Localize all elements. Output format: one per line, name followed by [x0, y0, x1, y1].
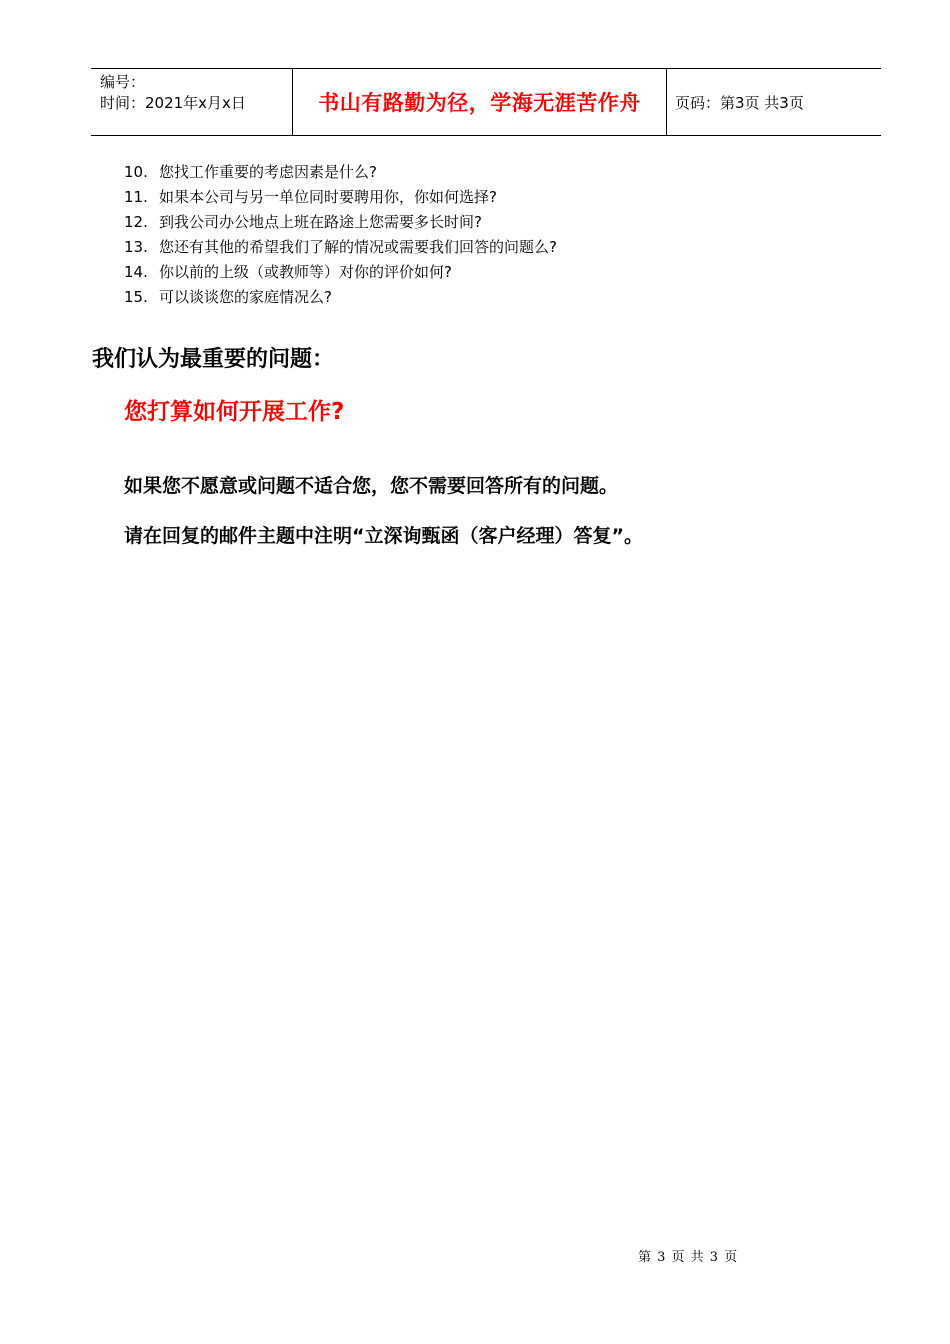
question-text: 您找工作重要的考虑因素是什么?	[159, 163, 377, 181]
question-number: 11.	[124, 188, 148, 206]
question-number: 15.	[124, 288, 148, 306]
section-title: 我们认为最重要的问题：	[92, 347, 335, 372]
page-footer: 第 3 页 共 3 页	[638, 1250, 739, 1265]
question-number: 14.	[124, 263, 148, 281]
question-text: 您还有其他的希望我们了解的情况或需要我们回答的问题么?	[159, 238, 557, 256]
question-number: 10.	[124, 163, 148, 181]
header-meta	[100, 72, 246, 114]
question-number: 13.	[124, 238, 148, 256]
serial-number-label: 编号：	[100, 73, 146, 91]
question-text: 如果本公司与另一单位同时要聘用你，你如何选择?	[159, 188, 497, 206]
question-list	[124, 160, 557, 310]
list-item	[124, 210, 557, 235]
list-item	[124, 185, 557, 210]
note-optional-answers: 如果您不愿意或问题不适合您，您不需要回答所有的问题。	[124, 475, 619, 497]
page-header	[91, 68, 881, 136]
header-divider	[666, 69, 667, 135]
question-text: 到我公司办公地点上班在路途上您需要多长时间?	[159, 213, 482, 231]
header-motto: 书山有路勤为径，学海无涯苦作舟	[318, 91, 641, 115]
list-item	[124, 260, 557, 285]
question-text: 可以谈谈您的家庭情况么?	[159, 288, 332, 306]
note-email-subject: 请在回复的邮件主题中注明“立深询甄函（客户经理）答复”。	[124, 525, 643, 547]
question-text: 你以前的上级（或教师等）对你的评价如何?	[159, 263, 452, 281]
key-question: 您打算如何开展工作?	[124, 399, 345, 425]
page-info: 页码：第3页 共3页	[675, 93, 804, 112]
list-item	[124, 285, 557, 310]
question-number: 12.	[124, 213, 148, 231]
date-label: 时间：2021年x月x日	[100, 94, 246, 112]
list-item	[124, 160, 557, 185]
list-item	[124, 235, 557, 260]
